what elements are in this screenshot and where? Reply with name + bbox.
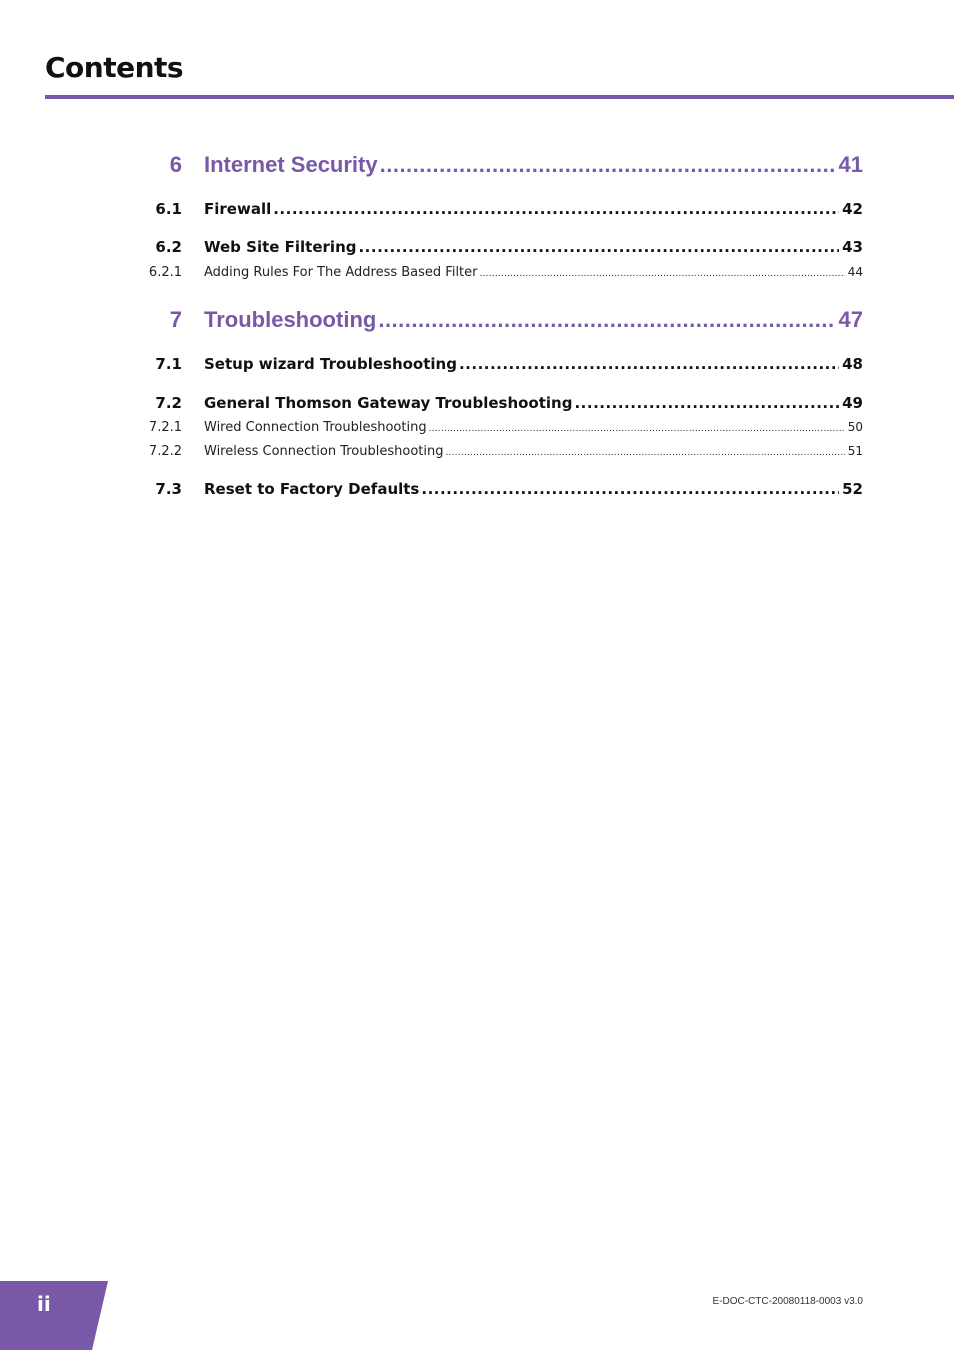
toc-number: 6.2: [155, 238, 182, 256]
toc-number: 7.2.2: [148, 444, 182, 459]
footer-page-number: ii: [37, 1292, 51, 1316]
toc-leader-dots: [480, 269, 845, 279]
toc-page-number: 49: [842, 394, 863, 412]
toc-entry-6-1[interactable]: [140, 200, 863, 222]
toc-entry-7-2[interactable]: [140, 394, 863, 416]
toc-leader-dots: [445, 448, 844, 458]
toc-page-number: 50: [847, 420, 863, 434]
toc-entry-6-2[interactable]: [140, 238, 863, 260]
toc-leader-dots: [358, 238, 839, 256]
toc-leader-dots: [421, 480, 839, 498]
toc-number: 6.2.1: [148, 265, 182, 280]
toc-entry-6-2-1[interactable]: [140, 265, 863, 283]
toc-page-number: 51: [847, 444, 863, 458]
footer-page-tab: [0, 1281, 108, 1350]
toc-title: Setup wizard Troubleshooting: [204, 355, 457, 373]
toc-page-number: 47: [838, 307, 863, 332]
toc-title: Wired Connection Troubleshooting: [204, 420, 427, 435]
toc-title: Web Site Filtering: [204, 238, 357, 256]
toc-entry-6[interactable]: [140, 152, 863, 182]
toc-number: 7.2: [155, 394, 182, 412]
toc-page-number: 44: [847, 265, 863, 279]
toc-title: Reset to Factory Defaults: [204, 480, 420, 498]
toc-number: 7.2.1: [148, 420, 182, 435]
toc-leader-dots: [574, 394, 839, 412]
toc-leader-dots: [273, 200, 839, 218]
toc-title: Wireless Connection Troubleshooting: [204, 444, 444, 459]
toc-leader-dots: [429, 424, 845, 434]
toc-leader-dots: [459, 355, 839, 373]
toc-entry-7[interactable]: [140, 307, 863, 337]
footer-tab-shape: [0, 1281, 108, 1350]
toc-title: Adding Rules For The Address Based Filter: [204, 265, 478, 280]
toc-number: 7: [169, 307, 182, 332]
toc-entry-7-1[interactable]: [140, 355, 863, 377]
toc-leader-dots: [380, 152, 836, 178]
toc-leader-dots: [378, 307, 835, 333]
toc-page-number: 52: [842, 480, 863, 498]
toc-title: Troubleshooting: [204, 307, 377, 332]
toc-number: 6: [169, 152, 182, 177]
toc-page-number: 41: [838, 152, 863, 177]
title-divider: [45, 95, 954, 99]
toc-page-number: 43: [842, 238, 863, 256]
toc-entry-7-2-2[interactable]: [140, 444, 863, 462]
toc-number: 7.3: [155, 480, 182, 498]
toc-title: Internet Security: [204, 152, 378, 177]
toc-entry-7-3[interactable]: [140, 480, 863, 502]
toc-title: General Thomson Gateway Troubleshooting: [204, 394, 573, 412]
footer-document-id: E-DOC-CTC-20080118-0003 v3.0: [712, 1296, 863, 1307]
toc-entry-7-2-1[interactable]: [140, 420, 863, 438]
toc-page-number: 48: [842, 355, 863, 373]
toc-title: Firewall: [204, 200, 272, 218]
toc-page-number: 42: [842, 200, 863, 218]
page-title: Contents: [45, 51, 184, 84]
toc-number: 7.1: [155, 355, 182, 373]
toc-number: 6.1: [155, 200, 182, 218]
